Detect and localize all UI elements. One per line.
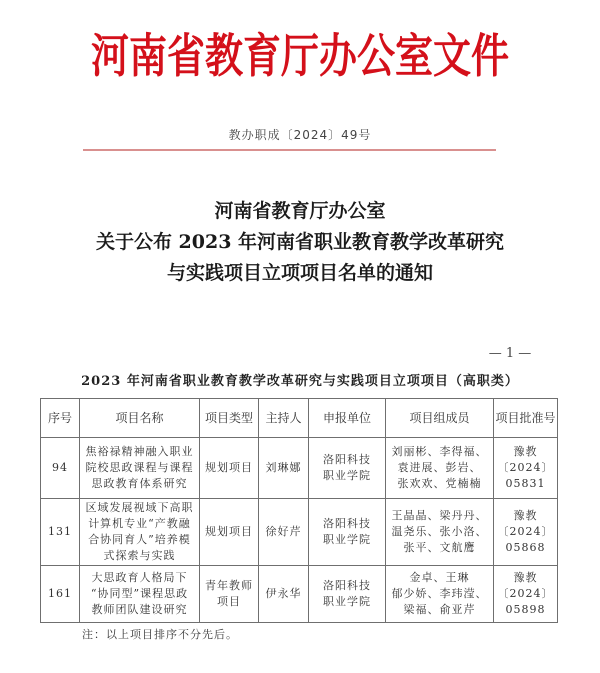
notice-title bbox=[0, 196, 600, 289]
cell-members bbox=[386, 566, 494, 623]
cell-line: 职业学院 bbox=[323, 469, 371, 482]
cell-line: 袁进展、彭岩、 bbox=[397, 461, 482, 474]
cell-seq: 131 bbox=[41, 499, 80, 566]
cell-host: 徐好芹 bbox=[259, 499, 309, 566]
cell-line: 计算机专业“产教融 bbox=[88, 517, 191, 530]
cell-members bbox=[386, 438, 494, 499]
column-header-name: 项目名称 bbox=[80, 399, 200, 438]
table-row bbox=[41, 438, 558, 499]
column-header-members: 项目组成员 bbox=[386, 399, 494, 438]
cell-line: 洛阳科技 bbox=[323, 517, 371, 530]
cell-line: 焦裕禄精神融入职业 bbox=[85, 445, 194, 458]
cell-name bbox=[80, 499, 200, 566]
cell-line: “协同型”课程思政 bbox=[90, 587, 189, 600]
cell-type bbox=[200, 499, 259, 566]
cell-members bbox=[386, 499, 494, 566]
document-header-title: 河南省教育厅办公室文件 bbox=[90, 28, 509, 83]
cell-line: 05898 bbox=[505, 603, 546, 616]
table-row bbox=[41, 499, 558, 566]
cell-line: 规划项目 bbox=[205, 461, 253, 474]
cell-line: 郁少娇、李玮滢、 bbox=[391, 587, 488, 600]
column-header-host: 主持人 bbox=[259, 399, 309, 438]
table-caption: 2023 年河南省职业教育教学改革研究与实践项目立项项目（高职类） bbox=[81, 374, 519, 389]
cell-seq: 94 bbox=[41, 438, 80, 499]
document-number: 教办职成〔2024〕49号 bbox=[228, 128, 372, 142]
column-header-type: 项目类型 bbox=[200, 399, 259, 438]
cell-unit bbox=[309, 566, 386, 623]
cell-type bbox=[200, 566, 259, 623]
page-number: — 1 — bbox=[488, 346, 532, 361]
cell-unit bbox=[309, 499, 386, 566]
cell-line: 教师团队建设研究 bbox=[91, 603, 188, 616]
cell-line: 项目 bbox=[217, 595, 241, 608]
cell-line: 05868 bbox=[505, 541, 546, 554]
cell-line: 区域发展视域下高职 bbox=[85, 501, 194, 514]
cell-line: 05831 bbox=[505, 477, 546, 490]
cell-line: 王晶晶、梁丹丹、 bbox=[391, 509, 488, 522]
cell-type bbox=[200, 438, 259, 499]
cell-host: 伊永华 bbox=[259, 566, 309, 623]
cell-line: 豫教 bbox=[513, 445, 538, 458]
cell-line: 〔2024〕 bbox=[497, 525, 554, 538]
cell-line: 规划项目 bbox=[205, 525, 253, 538]
cell-approval bbox=[494, 566, 558, 623]
cell-line: 洛阳科技 bbox=[323, 579, 371, 592]
cell-line: 〔2024〕 bbox=[497, 587, 554, 600]
column-header-seq: 序号 bbox=[41, 399, 80, 438]
cell-approval bbox=[494, 499, 558, 566]
notice-title-line: 河南省教育厅办公室 bbox=[214, 200, 386, 222]
cell-line: 大思政育人格局下 bbox=[91, 571, 188, 584]
project-table bbox=[40, 398, 558, 623]
cell-line: 洛阳科技 bbox=[323, 453, 371, 466]
cell-name bbox=[80, 438, 200, 499]
cell-line: 张欢欢、党楠楠 bbox=[397, 477, 482, 490]
table-row bbox=[41, 566, 558, 623]
table-footnote: 注：以上项目排序不分先后。 bbox=[82, 628, 238, 641]
cell-line: 豫教 bbox=[513, 509, 538, 522]
notice-title-line: 关于公布 2023 年河南省职业教育教学改革研究 bbox=[95, 231, 505, 253]
cell-line: 职业学院 bbox=[323, 533, 371, 546]
cell-host: 刘琳娜 bbox=[259, 438, 309, 499]
cell-line: 职业学院 bbox=[323, 595, 371, 608]
cell-unit bbox=[309, 438, 386, 499]
cell-approval bbox=[494, 438, 558, 499]
cell-line: 豫教 bbox=[513, 571, 538, 584]
cell-line: 青年教师 bbox=[205, 579, 253, 592]
notice-title-line: 与实践项目立项项目名单的通知 bbox=[166, 262, 433, 284]
column-header-unit: 申报单位 bbox=[309, 399, 386, 438]
cell-line: 温尧乐、张小洛、 bbox=[391, 525, 488, 538]
cell-line: 张平、文航鹰 bbox=[403, 541, 476, 554]
cell-seq: 161 bbox=[41, 566, 80, 623]
cell-line: 〔2024〕 bbox=[497, 461, 554, 474]
cell-line: 思政教育体系研究 bbox=[91, 477, 188, 490]
column-header-approval: 项目批准号 bbox=[494, 399, 558, 438]
cell-line: 院校思政课程与课程 bbox=[85, 461, 194, 474]
cell-line: 金卓、王琳 bbox=[409, 571, 470, 584]
header-divider bbox=[83, 149, 496, 151]
cell-name bbox=[80, 566, 200, 623]
table-header-row bbox=[41, 399, 558, 438]
cell-line: 梁福、俞亚芹 bbox=[403, 603, 476, 616]
cell-line: 刘丽彬、李得福、 bbox=[391, 445, 488, 458]
cell-line: 合协同育人”培养模 bbox=[88, 533, 191, 546]
cell-line: 式探索与实践 bbox=[103, 549, 176, 562]
